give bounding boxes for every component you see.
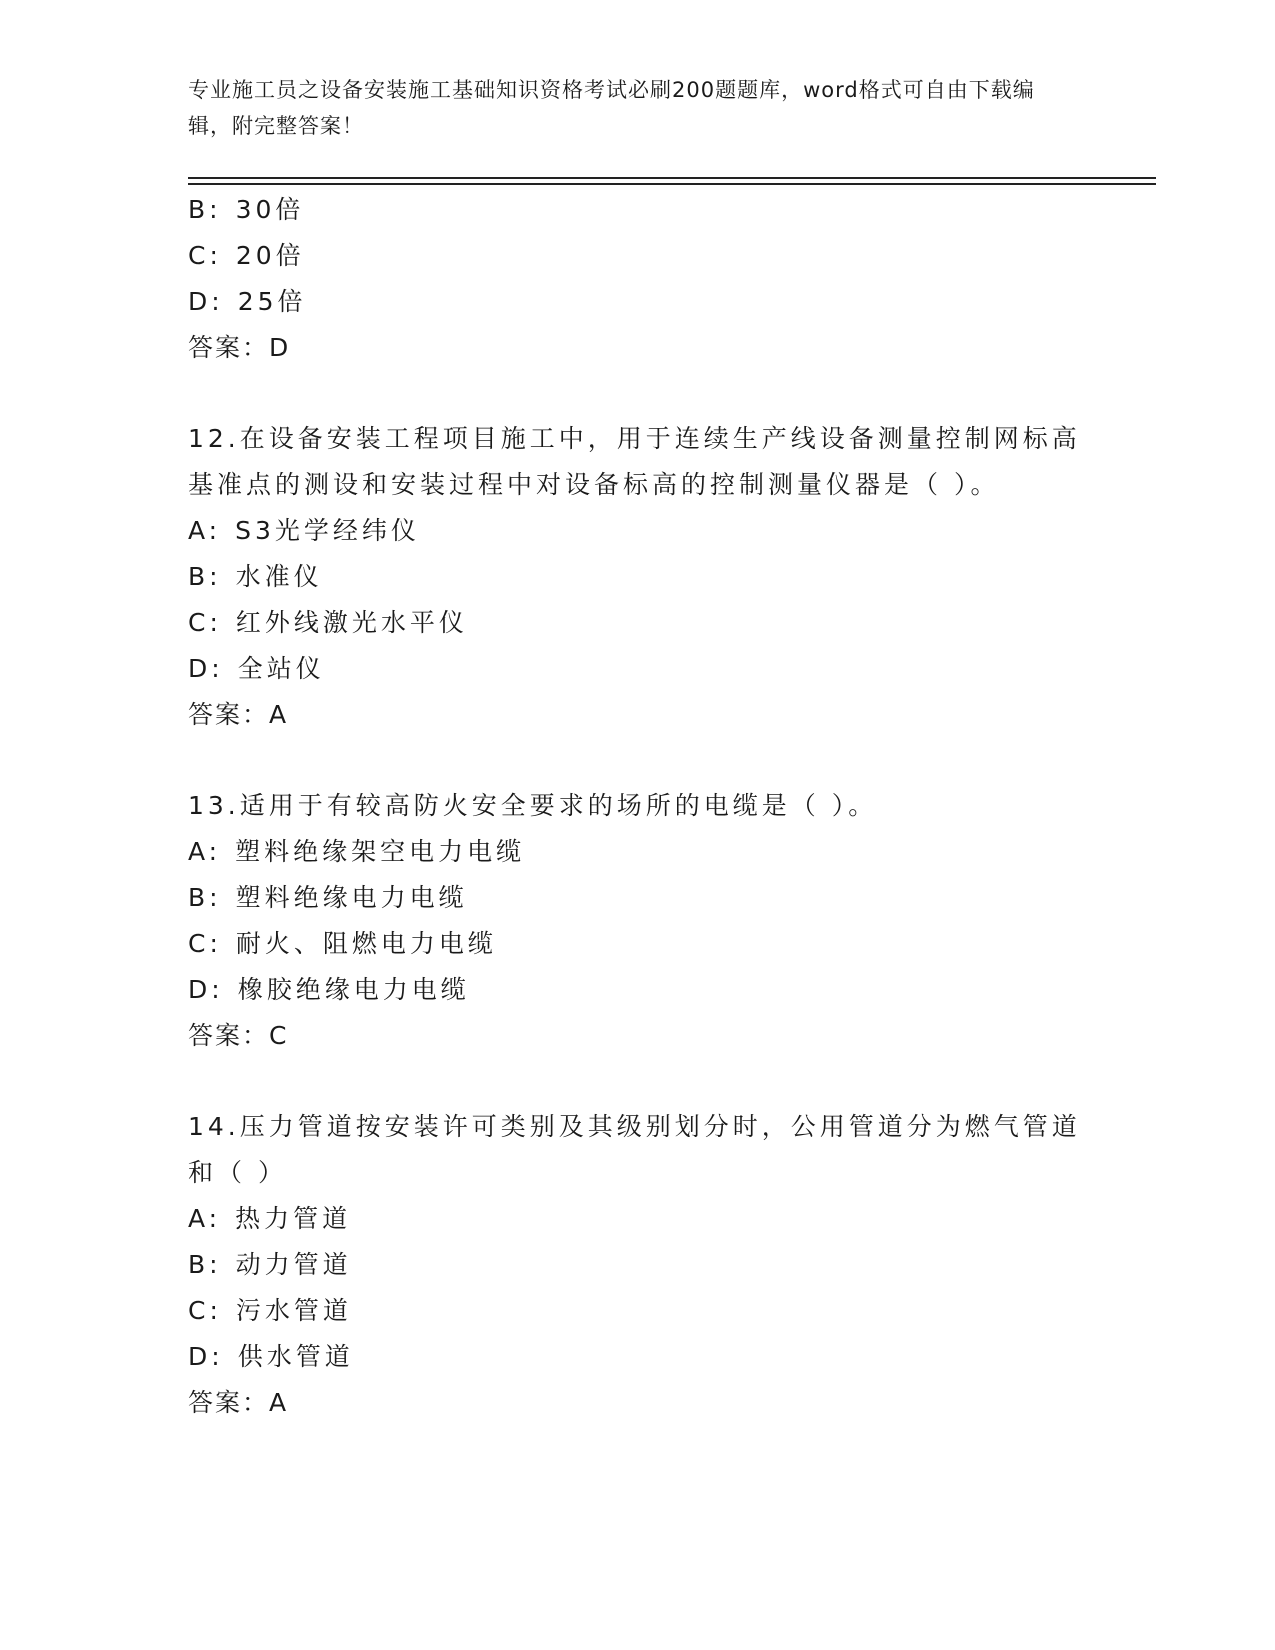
option-label: C:	[188, 241, 222, 270]
option-a	[188, 1196, 1088, 1242]
question-stem: 13.适用于有较高防火安全要求的场所的电缆是（ ）。	[188, 791, 878, 820]
option-label: B:	[188, 1250, 222, 1279]
option-b	[188, 1242, 1088, 1288]
option-text: 动力管道	[235, 1250, 352, 1279]
question-11-tail	[188, 187, 1088, 371]
question-13	[188, 783, 1088, 1059]
option-label: D:	[188, 287, 224, 316]
option-text: 全站仪	[237, 654, 325, 683]
option-text: 污水管道	[235, 1296, 352, 1325]
option-b	[188, 875, 1088, 921]
option-text: 水准仪	[235, 562, 323, 591]
option-label: D:	[188, 654, 224, 683]
answer-line: 答案：C	[188, 1021, 289, 1050]
document-header: 专业施工员之设备安装施工基础知识资格考试必刷200题题库，word格式可自由下载编辑，附完整答案！	[188, 78, 1035, 138]
option-label: D:	[188, 975, 224, 1004]
answer-line: 答案：D	[188, 333, 291, 362]
option-c	[188, 233, 1088, 279]
option-label: A:	[188, 837, 222, 866]
option-label: B:	[188, 883, 222, 912]
option-text: 红外线激光水平仪	[235, 608, 468, 637]
option-text: 供水管道	[237, 1342, 354, 1371]
answer-line: 答案：A	[188, 700, 289, 729]
option-label: A:	[188, 1204, 222, 1233]
question-stem-continued: 基准点的测设和安装过程中对设备标高的控制测量仪器是（ ）。	[188, 470, 1000, 499]
option-text: 塑料绝缘电力电缆	[235, 883, 468, 912]
header-divider-top	[188, 177, 1156, 179]
option-label: D:	[188, 1342, 224, 1371]
option-label: C:	[188, 929, 222, 958]
option-d	[188, 1334, 1088, 1380]
option-a	[188, 508, 1088, 554]
option-text: 25倍	[237, 287, 307, 316]
option-text: 30倍	[235, 195, 305, 224]
option-label: B:	[188, 195, 222, 224]
option-label: C:	[188, 1296, 222, 1325]
option-c	[188, 1288, 1088, 1334]
header-divider-bottom	[188, 183, 1156, 185]
option-a	[188, 829, 1088, 875]
option-label: A:	[188, 516, 222, 545]
question-stem-continued: 和（ ）	[188, 1158, 287, 1187]
question-14	[188, 1104, 1088, 1426]
question-stem: 12.在设备安装工程项目施工中，用于连续生产线设备测量控制网标高	[188, 424, 1081, 453]
option-label: C:	[188, 608, 222, 637]
option-text: S3光学经纬仪	[235, 516, 420, 545]
option-text: 热力管道	[235, 1204, 352, 1233]
question-content	[188, 187, 1088, 1426]
option-d	[188, 646, 1088, 692]
option-text: 耐火、阻燃电力电缆	[235, 929, 497, 958]
option-text: 橡胶绝缘电力电缆	[237, 975, 470, 1004]
option-c	[188, 600, 1088, 646]
option-text: 20倍	[235, 241, 305, 270]
answer-line: 答案：A	[188, 1388, 289, 1417]
option-d	[188, 967, 1088, 1013]
option-b	[188, 554, 1088, 600]
question-stem: 14.压力管道按安装许可类别及其级别划分时，公用管道分为燃气管道	[188, 1112, 1081, 1141]
question-12	[188, 416, 1088, 738]
option-text: 塑料绝缘架空电力电缆	[235, 837, 526, 866]
option-b	[188, 187, 1088, 233]
option-c	[188, 921, 1088, 967]
option-label: B:	[188, 562, 222, 591]
option-d	[188, 279, 1088, 325]
